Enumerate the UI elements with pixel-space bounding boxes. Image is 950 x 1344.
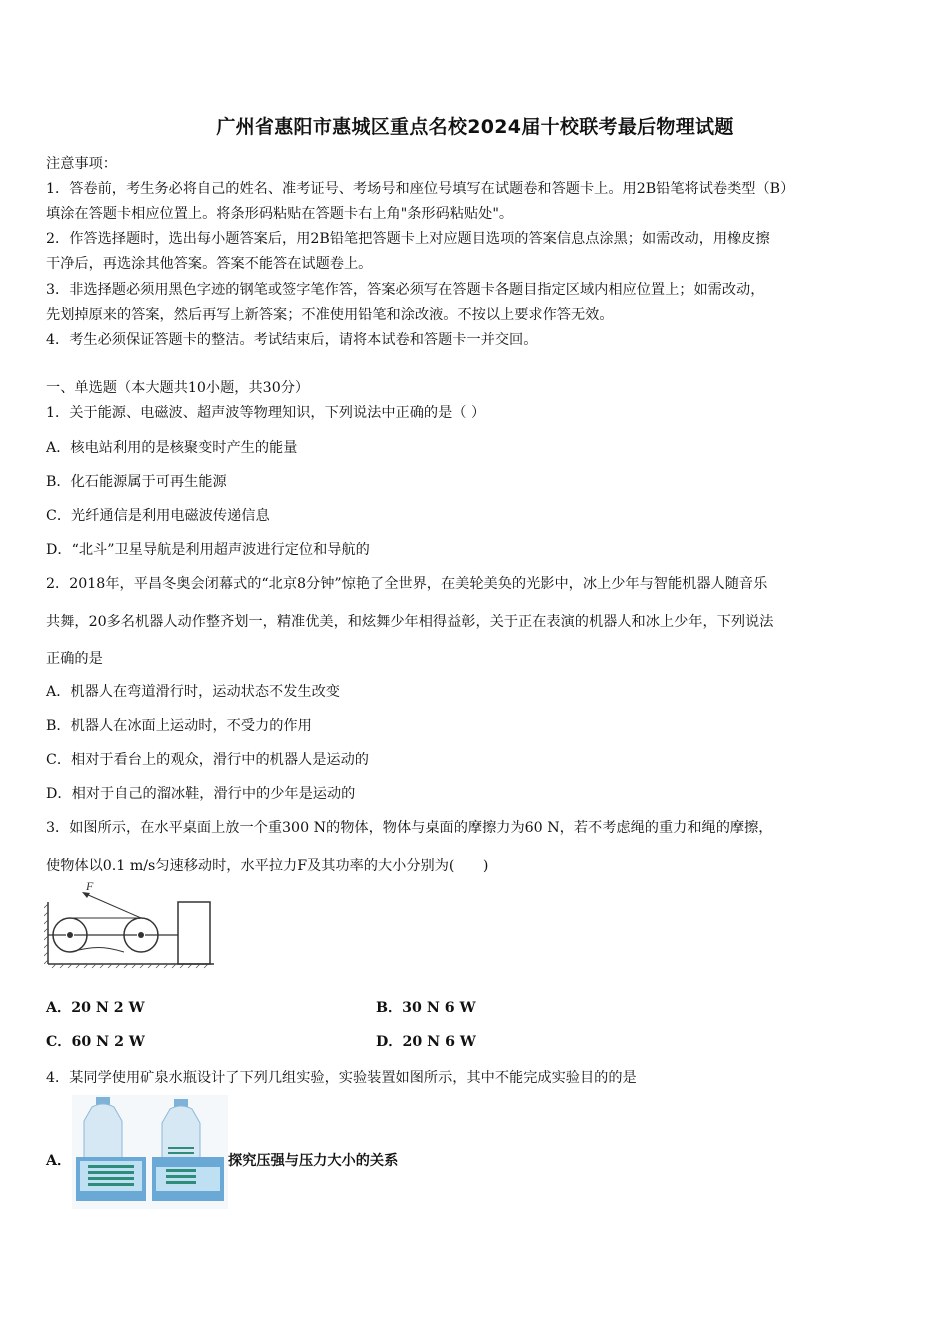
question-1-option-b: B．化石能源属于可再生能源 [46, 474, 227, 490]
question-2-stem-line: 共舞，20多名机器人动作整齐划一，精准优美，和炫舞少年相得益彰，关于正在表演的机器人和冰上少年，下列说法 [46, 614, 774, 630]
question-3-option-c: C．60 N 2 W [46, 1034, 145, 1050]
section-heading: 一、单选题（本大题共10小题，共30分） [46, 380, 310, 396]
question-4-option-a-text: 探究压强与压力大小的关系 [228, 1153, 399, 1169]
question-2-stem-line: 2．2018年，平昌冬奥会闭幕式的“北京8分钟”惊艳了全世界，在美轮美奂的光影中，冰上少年与智能机器人随音乐 [46, 576, 768, 592]
question-3-stem-line: 使物体以0.1 m/s匀速移动时，水平拉力F及其功率的大小分别为( ) [46, 858, 489, 874]
page-title: 广州省惠阳市惠城区重点名校2024届十校联考最后物理试题 [216, 116, 734, 138]
question-1-option-d: D．“北斗”卫星导航是利用超声波进行定位和导航的 [46, 542, 370, 558]
question-2-stem-line: 正确的是 [46, 651, 103, 667]
question-3-option-b: B．30 N 6 W [376, 1000, 476, 1016]
notice-line: 先划掉原来的答案，然后再写上新答案；不准使用铅笔和涂改液。不按以上要求作答无效。 [46, 307, 614, 323]
notice-heading: 注意事项： [46, 156, 117, 172]
question-3-option-d: D．20 N 6 W [376, 1034, 476, 1050]
question-3-option-a: A．20 N 2 W [46, 1000, 145, 1016]
question-2-option-c: C．相对于看台上的观众，滑行中的机器人是运动的 [46, 752, 369, 768]
notice-line: 4．考生必须保证答题卡的整洁。考试结束后，请将本试卷和答题卡一并交回。 [46, 332, 538, 348]
question-4-option-a-label: A． [46, 1153, 72, 1169]
pulley-diagram [44, 880, 216, 972]
question-1-option-a: A．核电站利用的是核聚变时产生的能量 [46, 440, 298, 456]
force-label: F [86, 880, 94, 893]
question-1-stem: 1．关于能源、电磁波、超声波等物理知识，下列说法中正确的是（ ） [46, 405, 486, 421]
notice-line: 3．非选择题必须用黑色字迹的钢笔或签字笔作答，答案必须写在答题卡各题目指定区域内相应位置上；如需改动， [46, 282, 765, 298]
question-2-option-b: B．机器人在冰面上运动时，不受力的作用 [46, 718, 312, 734]
question-2-option-d: D．相对于自己的溜冰鞋，滑行中的少年是运动的 [46, 786, 356, 802]
notice-line: 1．答卷前，考生务必将自己的姓名、准考证号、考场号和座位号填写在试题卷和答题卡上。用2B铅笔将试卷类型（B） [46, 181, 795, 197]
notice-line: 2．作答选择题时，选出每小题答案后，用2B铅笔把答题卡上对应题目选项的答案信息点涂黑；如需改动，用橡皮擦 [46, 231, 770, 247]
question-4-stem: 4．某同学使用矿泉水瓶设计了下列几组实验，实验装置如图所示，其中不能完成实验目的的是 [46, 1070, 637, 1086]
water-bottle-experiment-image [72, 1095, 228, 1209]
question-1-option-c: C．光纤通信是利用电磁波传递信息 [46, 508, 270, 524]
question-2-option-a: A．机器人在弯道滑行时，运动状态不发生改变 [46, 684, 340, 700]
notice-line: 干净后，再选涂其他答案。答案不能答在试题卷上。 [46, 256, 373, 272]
notice-line: 填涂在答题卡相应位置上。将条形码粘贴在答题卡右上角"条形码粘贴处"。 [46, 206, 514, 222]
question-3-stem-line: 3．如图所示，在水平桌面上放一个重300 N的物体，物体与桌面的摩擦力为60 N，若不考虑绳的重力和绳的摩擦， [46, 820, 773, 836]
